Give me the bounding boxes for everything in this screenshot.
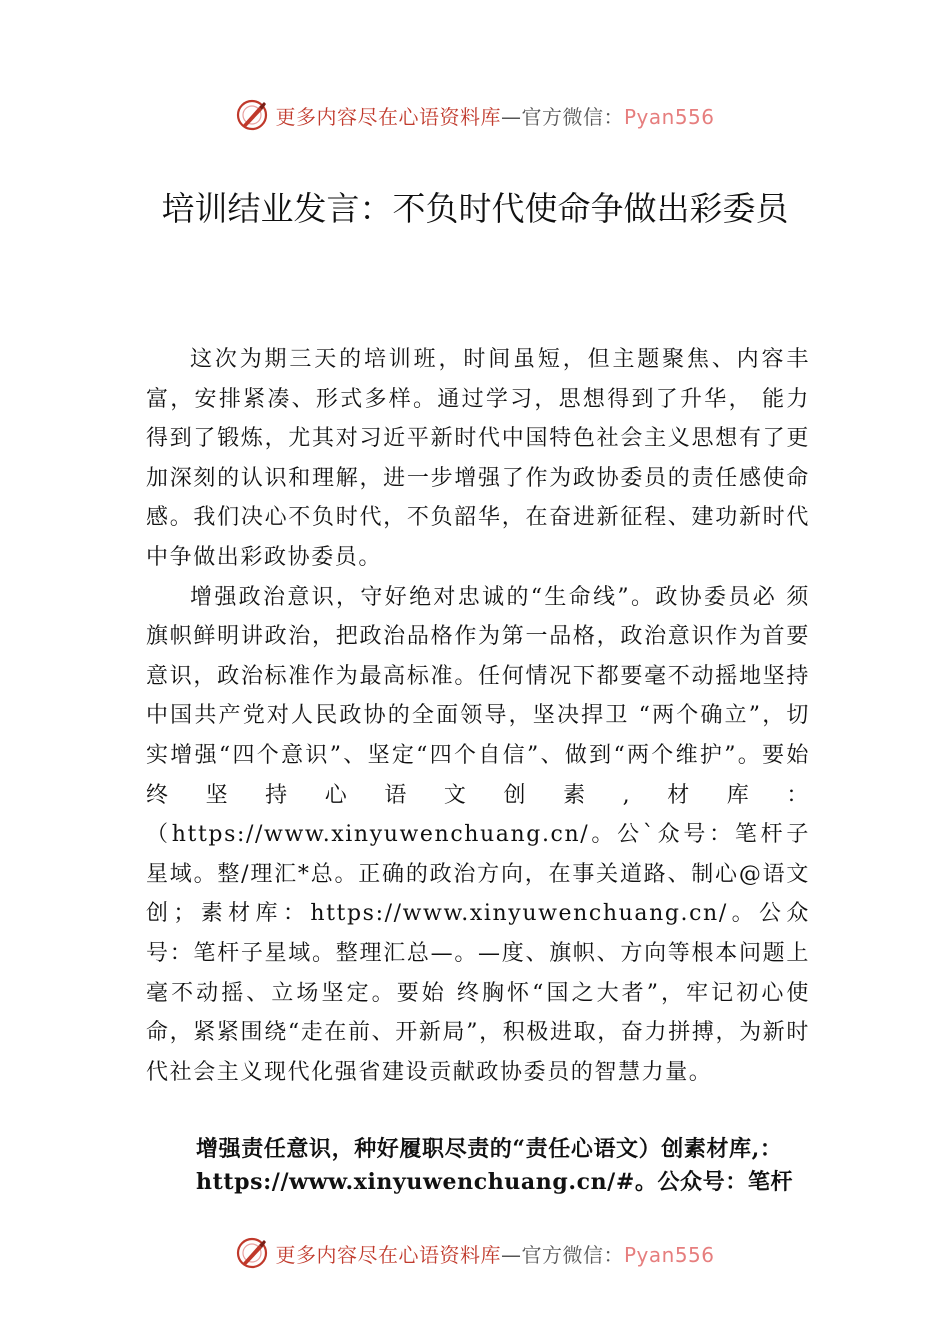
watermark-text: 更多内容尽在心语资料库—官方微信：Pyan556	[275, 104, 715, 129]
header-watermark-banner	[0, 95, 950, 135]
bold-section-heading: 增强责任意识，种好履职尽责的“责任心语文）创素材库,：https://www.xinyuwenchuang.cn/#。公众号：笔杆	[196, 1136, 794, 1195]
pen-seal-logo-icon	[235, 98, 269, 132]
document-body	[146, 340, 810, 1092]
footer-watermark-banner	[0, 1233, 950, 1273]
pen-seal-logo-icon	[235, 1236, 269, 1270]
watermark-text: 更多内容尽在心语资料库—官方微信：Pyan556	[275, 1242, 715, 1267]
body-paragraph: 这次为期三天的培训班，时间虽短，但主题聚焦、内容丰富，安排紧凑、形式多样。通过学习，思想得到了升华， 能力得到了锻炼，尤其对习近平新时代中国特色社会主义思想有了更加深刻的认识和理解，进一步增强了作为政协委员的责任感使命感。我们决心不负时代，不负韶华，在奋进新征程、建功新时代中争做出彩政协委员。	[146, 347, 810, 570]
body-paragraph: 增强政治意识，守好绝对忠诚的“生命线”。政协委员必 须旗帜鲜明讲政治，把政治品格作为第一品格，政治意识作为首要意识，政治标准作为最高标准。任何情况下都要毫不动摇地坚持中国共产党对人民政协的全面领导，坚决捍卫 “两个确立”，切实增强“四个意识”、坚定“四个自信”、做到“两个维护”。要始终坚持心语文创素,材库：（https://www.xinyuwenchuang.cn/。公`众号：笔杆子星域。整/理汇*总。正确的政治方向，在事关道路、制心@语文创；素材库：https://www.xinyuwenchuang.cn/。公众号：笔杆子星域。整理汇总—。—度、旗帜、方向等根本问题上毫不动摇、立场坚定。要始 终胸怀“国之大者”，牢记初心使命，紧紧围绕“走在前、开新局”，积极进取，奋力拼搏，为新时代社会主义现代化强省建设贡献政协委员的智慧力量。	[146, 584, 810, 1085]
document-title: 培训结业发言：不负时代使命争做出彩委员	[161, 189, 789, 228]
